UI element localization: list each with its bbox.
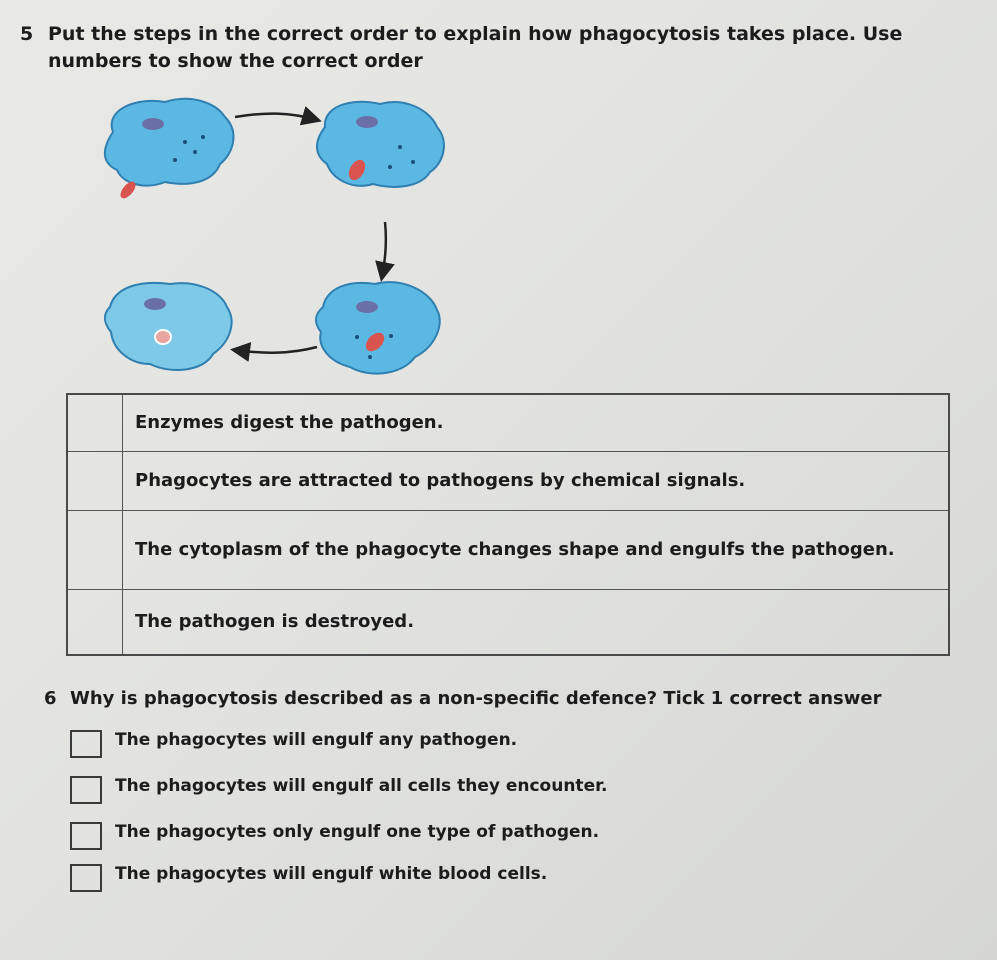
tick-box[interactable] — [70, 776, 102, 804]
step-text: Phagocytes are attracted to pathogens by chemical signals. — [123, 452, 950, 511]
step-text: Enzymes digest the pathogen. — [123, 394, 950, 452]
option-label: The phagocytes will engulf any pathogen. — [115, 730, 518, 750]
option-label: The phagocytes will engulf white blood cells. — [115, 864, 548, 884]
tick-box[interactable] — [70, 822, 102, 850]
table-row — [67, 511, 949, 590]
arrow-down — [382, 222, 386, 277]
phagocyte-cell-3 — [316, 282, 440, 373]
question-6-heading — [44, 688, 881, 709]
table-row — [67, 394, 949, 452]
step-text: The pathogen is destroyed. — [123, 590, 950, 656]
question-prompt: Put the steps in the correct order to explain how phagocytosis takes place. Use — [48, 23, 903, 45]
option-label: The phagocytes will engulf all cells they encounter. — [115, 776, 608, 796]
question-number: 6 — [44, 688, 57, 709]
phagocyte-cell-1 — [105, 99, 234, 201]
arrow-left — [235, 347, 317, 353]
tick-box[interactable] — [70, 864, 102, 892]
order-box[interactable] — [67, 590, 123, 656]
order-box[interactable] — [67, 452, 123, 511]
step-text: The cytoplasm of the phagocyte changes shape and engulfs the pathogen. — [123, 511, 950, 590]
order-box[interactable] — [67, 511, 123, 590]
question-prompt: Why is phagocytosis described as a non-specific defence? Tick 1 correct answer — [70, 688, 882, 709]
phagocytosis-diagram — [95, 92, 455, 387]
tick-box[interactable] — [70, 730, 102, 758]
table-row — [67, 590, 949, 656]
option-label: The phagocytes only engulf one type of pathogen. — [115, 822, 600, 842]
question-prompt-line2: numbers to show the correct order — [48, 50, 423, 72]
arrow-right — [235, 114, 317, 120]
question-number: 5 — [20, 23, 34, 45]
phagocyte-cell-4 — [105, 283, 232, 370]
table-row — [67, 452, 949, 511]
phagocyte-cell-2 — [317, 102, 444, 187]
steps-table — [66, 393, 950, 656]
order-box[interactable] — [67, 394, 123, 452]
